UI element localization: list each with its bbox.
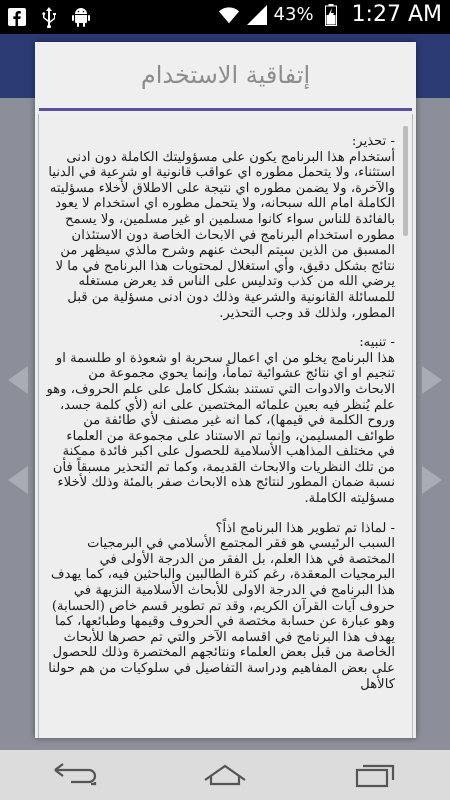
battery-percent: 43% xyxy=(273,4,314,25)
recent-apps-button[interactable] xyxy=(345,755,405,795)
section-warning xyxy=(45,134,395,321)
section-body: أستخدام هذا البرنامج يكون على مسؤوليتك الكاملة دون ادنى استثناء، ولا يتحمل مطوره اي عواقب قانونية او شرعية في الدنيا والآخرة، ولا يضمن مطوره اي نتيجة على الاطلاق لأخلاء مسؤليته الكاملة امام الله سبحانه، ولا يتحمل مطوره اي استخدام لا يعود بالفائدة للناس سواء كانوا مسلمين او غير مسلمين، ولا يسمح مطوره استخدام البرنامج في الابحاث الخاصة دون الاستئذان المسبق من الذين سيتم البحث عنهم وشرح مالذي سيظهر من نتائج بشكل دقيق، وأي استغلال لمحتويات هذا البرنامج في ما لا يرضي الله من كذب وتدليس على الناس قد يعرض مستغله للمسائلة القانونية والشرعية وذلك دون ادنى مسؤلية من قبل المطور، ولذلك قد وجب التحذير. xyxy=(48,149,395,321)
section-body: هذا البرنامج يخلو من اي اعمال سحرية او شعوذة او طلسمة او تنجيم او اي نتائج عشوائية تماماً، وإنما يحوي مجموعة من الابحاث والادوات التي تستند بشكل كامل على علم الحروف، وهو علم يُنظر فيه بعين علمائه المختصين على انه (لأي كلمة جسد، وروح الكلمة في قيمها)، كما انه غير مصنف لأي طائفة من طوائف المسليمن، وإنما تم الاستناد على مجموعة من العلماء في مختلف المذاهب الأسلامية للحصول على اكبر فائدة ممكنة من تلك النظريات والابحاث القديمة، وكما تم التحذير مسبقاً فأن نسبة ضمان المطور لنتائج هذه الابحاث صفر بالمئة وذلك لأخلاء مسؤليته الكاملة. xyxy=(46,350,395,507)
section-heading: - لماذا تم تطوير هذا البرنامج اذاً؟ xyxy=(215,520,395,536)
terms-dialog xyxy=(35,42,416,738)
section-notice xyxy=(45,335,395,507)
section-heading: - تنبيه: xyxy=(359,335,395,351)
section-why xyxy=(45,521,395,693)
recent-apps-icon xyxy=(351,762,399,788)
background-arrow-right-icon xyxy=(422,466,442,494)
status-bar xyxy=(0,0,450,34)
back-icon xyxy=(51,762,99,788)
battery-icon xyxy=(320,4,342,26)
clock: 1:27 AM xyxy=(351,2,442,27)
wifi-icon xyxy=(218,4,240,26)
scrollbar[interactable] xyxy=(403,126,408,236)
background-arrow-left-icon xyxy=(8,466,28,494)
section-heading: - تحذير: xyxy=(351,134,395,149)
navigation-bar xyxy=(0,750,450,800)
terms-text xyxy=(45,134,395,706)
home-button[interactable] xyxy=(195,755,255,795)
back-button[interactable] xyxy=(45,755,105,795)
usb-icon xyxy=(38,6,60,28)
terms-content[interactable] xyxy=(35,114,416,738)
facebook-icon xyxy=(6,6,28,28)
dialog-title: إتفاقية الاستخدام xyxy=(140,61,311,89)
background-arrow-left-icon xyxy=(8,366,28,394)
background-arrow-right-icon xyxy=(422,366,442,394)
section-body: السبب الرئيسي هو فقر المجتمع الأسلامي في البرمجيات المختصة في هذا العلم، بل الفقر من الدرجة الأولى في البرمجيات المعقدة، رغم كثرة الطالبين والباحثين فيه، كما يهدف هذا البرنامج في الدرجة الاولى للأبحاث الأسلامية النزيهة في حروف آيات القرآن الكريم، وقد تم تطوير قسم خاص (الحسابة) وهو عبارة عن حسابة مختصة في الحروف وقيمها وطبائعها، كما يهدف هذا البرنامج في اقسامه الآخر والتي تم حصرها للأبحاث الخاصة من قبل بعض العلماء ونتائجهم المختصرة وذلك للحصول على بعض المفاهيم ودراسة التفاصيل في سلوكيات من هم حولنا كالأهل xyxy=(48,536,395,692)
android-icon xyxy=(70,6,92,28)
home-icon xyxy=(201,762,249,788)
signal-icon xyxy=(246,4,268,26)
title-divider xyxy=(39,108,412,111)
